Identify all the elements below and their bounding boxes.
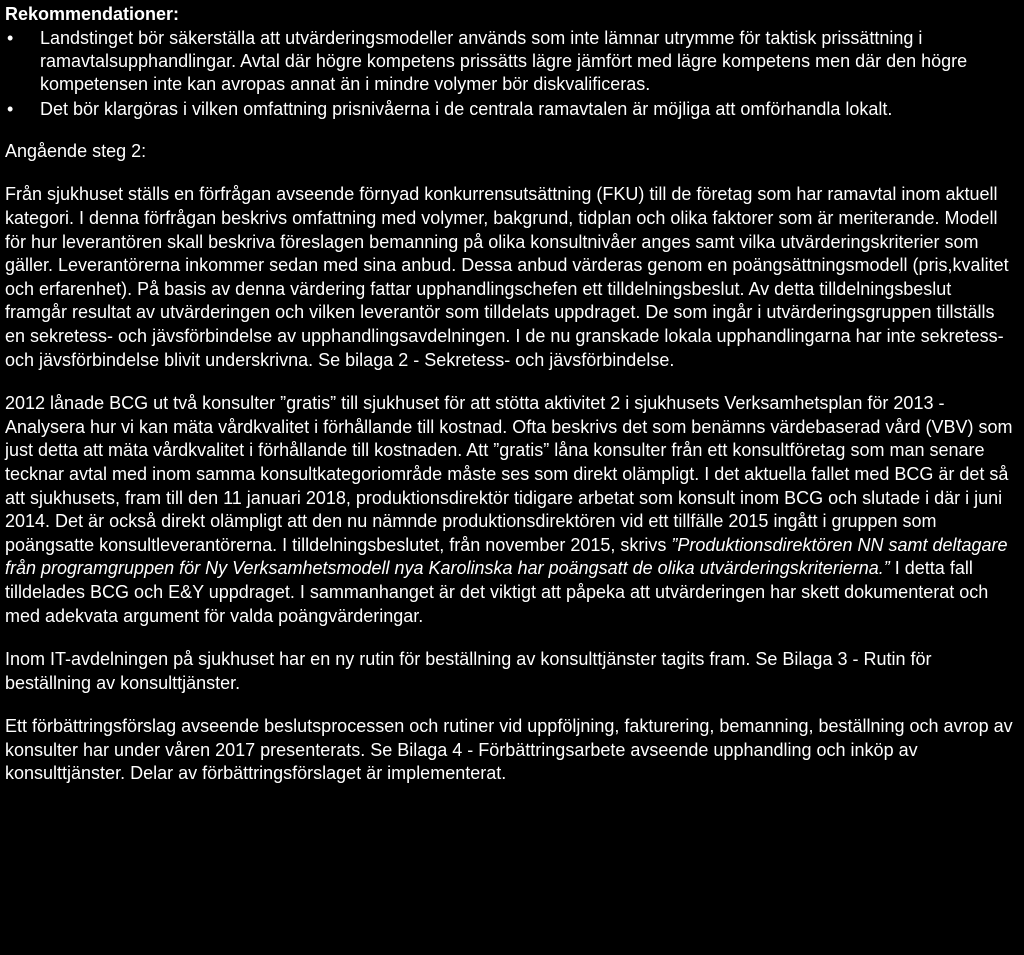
step2-heading: Angående steg 2: bbox=[5, 140, 147, 161]
bcg-quote: ”Produktionsdirektören NN samt deltagare från programgruppen för Ny Verksamhetsmodell nya Karolinska har poängsatt de olika utvärderingskriterierna.” bbox=[5, 534, 1008, 579]
spacer bbox=[5, 163, 1017, 183]
recommendations-heading: Rekommendationer: bbox=[5, 4, 180, 24]
spacer bbox=[5, 628, 1017, 648]
bcg-text: 2012 lånade BCG ut två konsulter ”gratis” till sjukhuset för att stötta aktivitet 2 i sjukhusets Verksamhetsplan för 2013 - Analysera hur vi kan mäta vårdkvalitet i förhållande till kostnad. Ofta beskrivs det som benämns värdebaserad vård (VBV) som just detta att mäta vårdkvalitet i förhållande till kostnaden. Att ”gratis” låna konsulter från ett konsultföretag som man senare tecknar avtal med inom samma konsultkategoriområde måste ses som direkt olämpligt. I det aktuella fallet med BCG är det så att sjukhusets, fram till den 11 januari 2018, produktionsdirektör tidigare arbetat som konsult inom BCG och slutade i där i juni 2014. Det är också direkt olämpligt att den nu nämnde produktionsdirektören vid ett tillfälle 2015 ingått i gruppen som poängsatte konsultleverantörerna. I tilldelningsbeslutet, från november 2015, skrivs bbox=[5, 393, 1013, 555]
spacer bbox=[5, 122, 1017, 140]
bullet-icon: • bbox=[7, 98, 14, 119]
spacer bbox=[5, 695, 1017, 715]
bullet-icon: • bbox=[7, 28, 14, 48]
list-item bbox=[5, 98, 1017, 121]
it-paragraph: Inom IT-avdelningen på sjukhuset har en ny rutin för beställning av konsulttjänster tagits fram. Se Bilaga 3 - Rutin för beställning av konsulttjänster. bbox=[5, 649, 932, 693]
recommendations-list bbox=[5, 27, 1017, 121]
improvement-paragraph: Ett förbättringsförslag avseende beslutsprocessen och rutiner vid uppföljning, fakturering, bemanning, beställning och avrop av konsulter har under våren 2017 presenterats. Se Bilaga 4 - Förbättringsarbete avseende upphandling och inköp av konsulttjänster. Delar av förbättringsförslaget är implementerat. bbox=[5, 716, 1013, 784]
spacer bbox=[5, 372, 1017, 392]
document-page bbox=[5, 0, 1017, 786]
list-item bbox=[5, 27, 1017, 97]
step2-paragraph: Från sjukhuset ställs en förfrågan avseende förnyad konkurrensutsättning (FKU) till de företag som har ramavtal inom aktuell kategori. I denna förfrågan beskrivs omfattning med volymer, bakgrund, tidplan och olika faktorer som är meriterande. Modell för hur leverantören skall beskriva föreslagen bemanning på olika konsultnivåer anges samt vilka utvärderingskriterier som gäller. Leverantörerna inkommer sedan med sina anbud. Dessa anbud värderas genom en poängsättningsmodell (pris,kvalitet och erfarenhet). På basis av denna värdering fattar upphandlingschefen ett tilldelningsbeslut. Av detta tilldelningsbeslut framgår resultat av utvärderingen och vilken leverantör som tilldelats uppdraget. De som ingår i utvärderingsgruppen tillställs en sekretess- och jävsförbindelse av upphandlingsavdelningen. I de nu granskade lokala upphandlingarna har inte sekretess- och jävsförbindelse blivit underskrivna. Se bilaga 2 - Sekretess- och jävsförbindelse. bbox=[5, 184, 1009, 370]
bcg-text-end: I detta fall tilldelades BCG och E&Y uppdraget. I sammanhanget är det viktigt att påpeka att utvärderingen har skett dokumenterat och med adekvata argument för valda poängvärderingar. bbox=[5, 558, 989, 626]
recommendation-text: Det bör klargöras i vilken omfattning prisnivåerna i de centrala ramavtalen är möjliga att omförhandla lokalt. bbox=[40, 98, 893, 119]
bcg-paragraph bbox=[5, 392, 1017, 628]
recommendation-text: Landstinget bör säkerställa att utvärderingsmodeller används som inte lämnar utrymme för taktisk prissättning i ramavtalsupphandlingar. Avtal där högre kompetens prissätts lägre jämfört med lägre kompetens men där den högre kompetensen inte kan avropas annat än i mindre volymer bör diskvalificeras. bbox=[40, 28, 968, 95]
